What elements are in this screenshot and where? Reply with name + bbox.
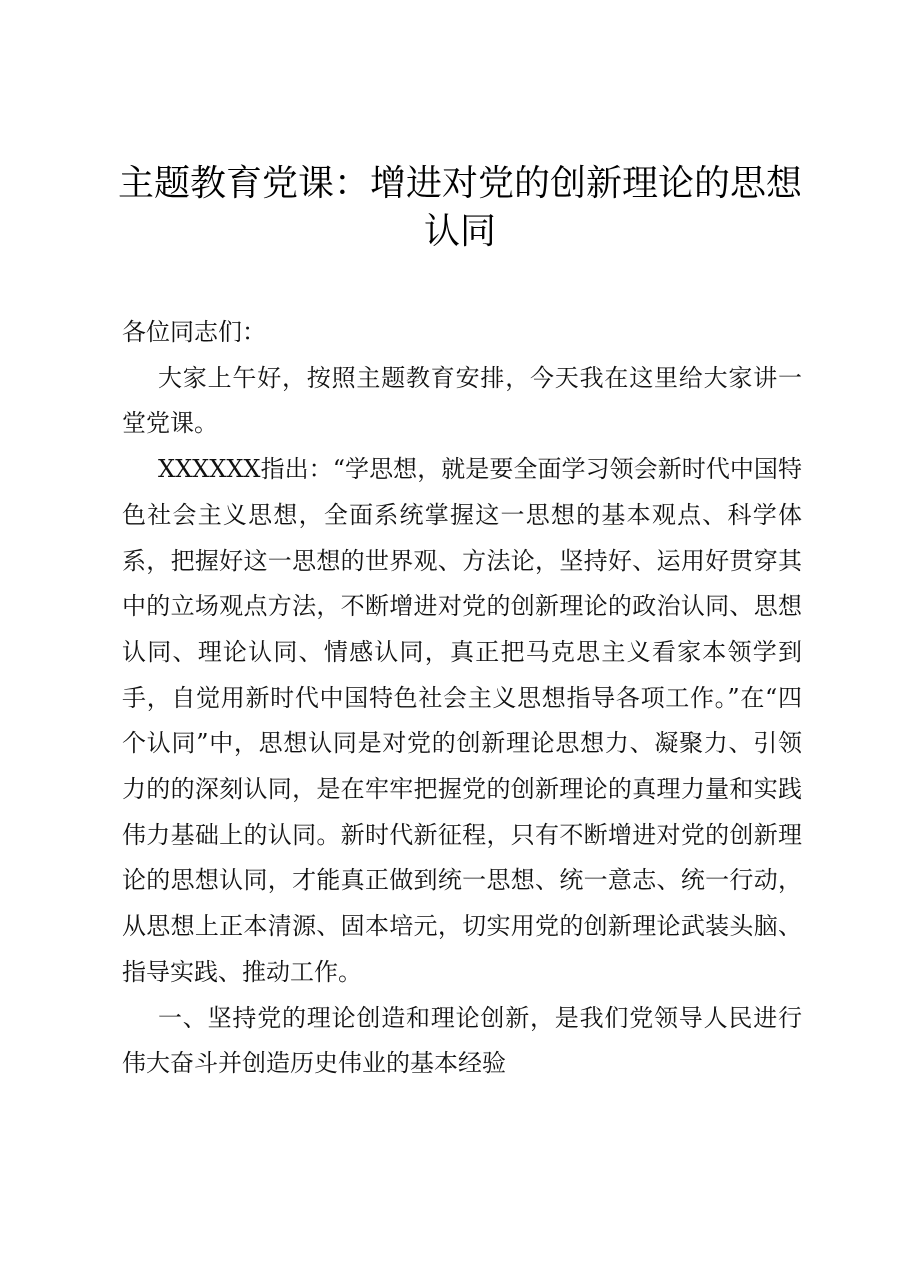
document-title: 主题教育党课：增进对党的创新理论的思想认同 (117, 163, 802, 252)
section-heading-1: 一、坚持党的理论创造和理论创新，是我们党领导人民进行伟大奋斗并创造历史伟业的基本经验 (122, 1003, 802, 1078)
document-body (122, 310, 802, 1087)
salutation: 各位同志们： (122, 318, 266, 346)
paragraph-quote: XXXXXX指出：“学思想，就是要全面学习领会新时代中国特色社会主义思想，全面系统掌握这一思想的基本观点、科学体系，把握好这一思想的世界观、方法论，坚持好、运用好贯穿其中的立场观点方法，不断增进对党的创新理论的政治认同、思想认同、理论认同、情感认同，真正把马克思主义看家本领学到手，自觉用新时代中国特色社会主义思想指导各项工作。”在“四个认同”中，思想认同是对党的创新理论思想力、凝聚力、引领力的的深刻认同，是在牢牢把握党的创新理论的真理力量和实践伟力基础上的认同。新时代新征程，只有不断增进对党的创新理论的思想认同，才能真正做到统一思想、统一意志、统一行动，从思想上正本清源、固本培元，切实用党的创新理论武装头脑、指导实践、推动工作。 (122, 455, 802, 986)
paragraph-greeting: 大家上午好，按照主题教育安排，今天我在这里给大家讲一堂党课。 (122, 363, 802, 438)
